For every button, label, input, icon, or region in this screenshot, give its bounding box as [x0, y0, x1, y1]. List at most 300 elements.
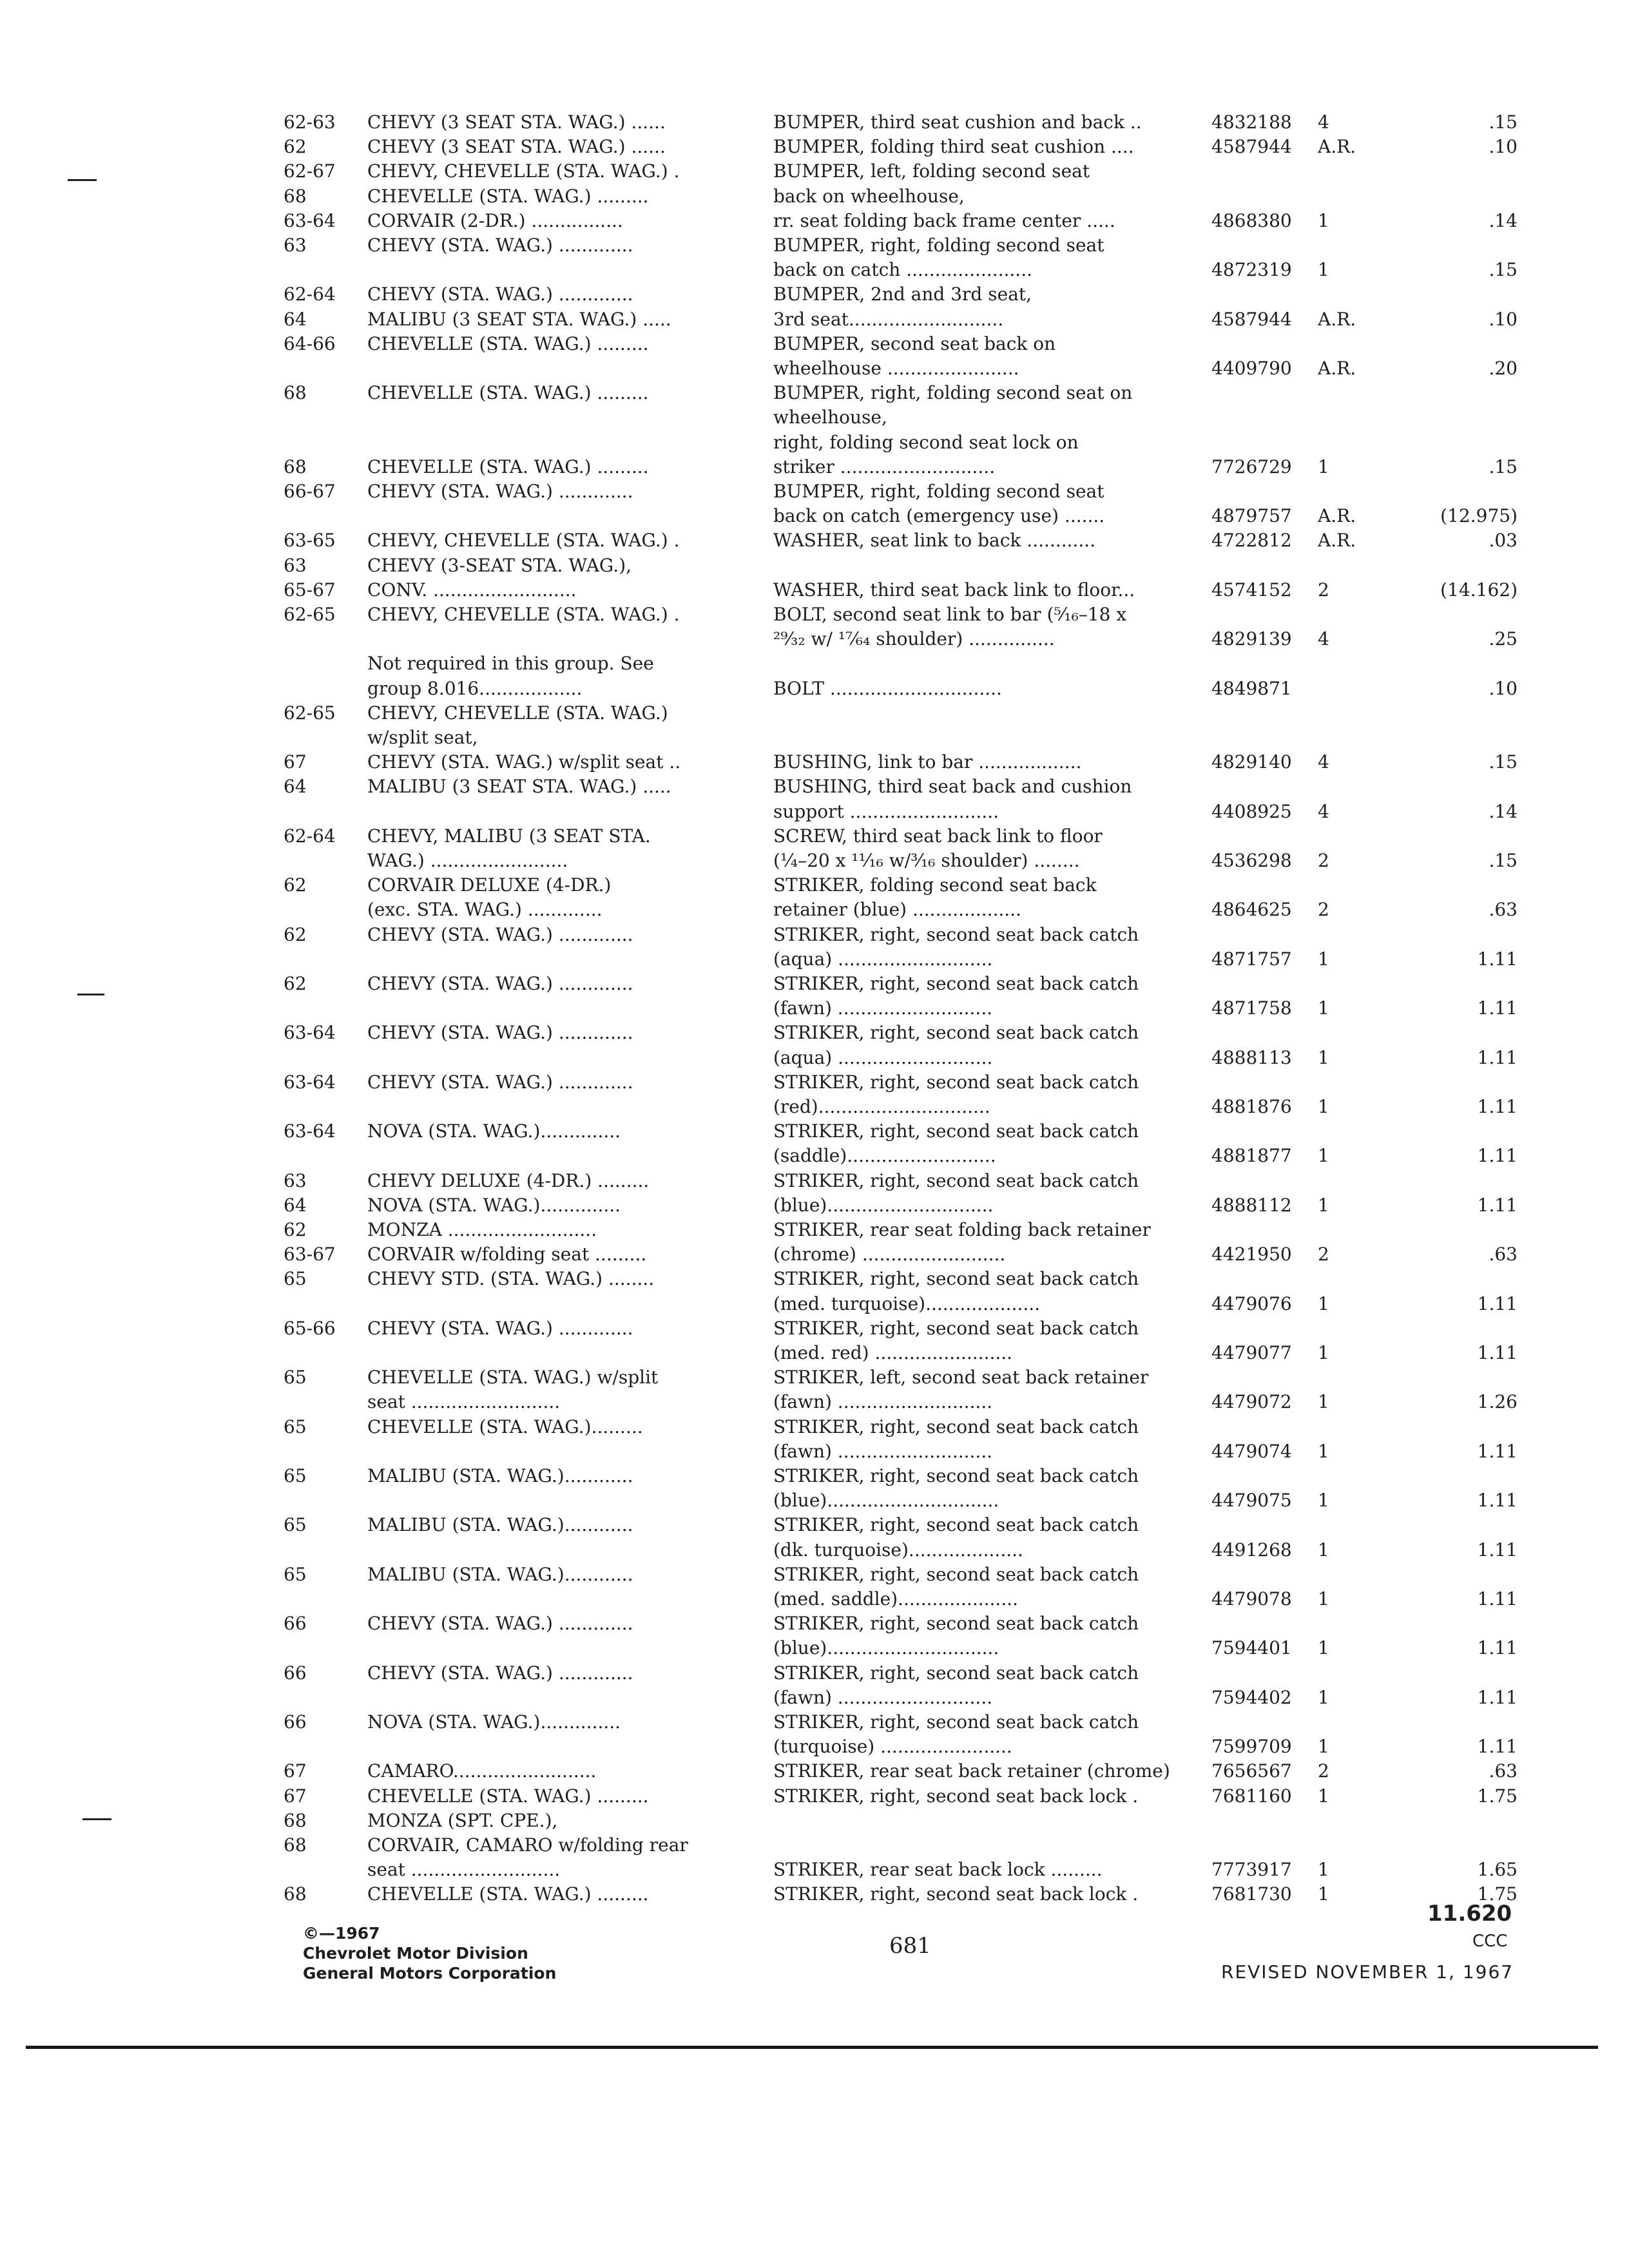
- part-number-cell: 4832188: [1211, 111, 1292, 133]
- table-row: [284, 1637, 1521, 1660]
- description-cell: (blue).............................: [773, 1195, 994, 1216]
- description-cell: STRIKER, right, second seat back catch: [773, 1120, 1139, 1142]
- table-row: [284, 258, 1521, 282]
- description-cell: support ..........................: [773, 801, 999, 822]
- year-cell: 65-66: [284, 1318, 336, 1339]
- quantity-cell: 1: [1318, 1441, 1329, 1462]
- description-cell: striker ...........................: [773, 456, 996, 477]
- quantity-cell: 1: [1318, 1785, 1329, 1807]
- part-number-cell: 7656567: [1211, 1760, 1292, 1782]
- table-row: [284, 1588, 1521, 1611]
- quantity-cell: A.R.: [1318, 505, 1356, 526]
- quantity-cell: 1: [1318, 1047, 1329, 1068]
- description-cell: STRIKER, right, second seat back catch: [773, 1465, 1139, 1486]
- copyright-block: [303, 1923, 556, 1983]
- model-cell: CHEVY (3 SEAT STA. WAG.) ......: [367, 136, 666, 157]
- description-cell: STRIKER, folding second seat back: [773, 874, 1097, 896]
- year-cell: 62-67: [284, 160, 336, 182]
- table-row: [284, 357, 1521, 380]
- price-cell: .03: [1489, 530, 1518, 551]
- table-row: [284, 849, 1521, 872]
- part-number-cell: 4868380: [1211, 210, 1292, 231]
- part-number-cell: 7681730: [1211, 1883, 1292, 1905]
- model-cell: seat ..........................: [367, 1391, 561, 1412]
- quantity-cell: A.R.: [1318, 136, 1356, 157]
- table-row: [284, 1095, 1521, 1119]
- quantity-cell: 1: [1318, 1859, 1329, 1880]
- description-cell: STRIKER, rear seat back lock .........: [773, 1859, 1103, 1880]
- year-cell: 63-64: [284, 210, 336, 231]
- quantity-cell: 4: [1318, 801, 1329, 822]
- table-row: [284, 1144, 1521, 1168]
- table-row: [284, 775, 1521, 798]
- model-cell: CHEVY (STA. WAG.) w/split seat ..: [367, 751, 681, 773]
- table-row: [284, 1465, 1521, 1488]
- table-row: [284, 554, 1521, 577]
- table-row: [284, 1293, 1521, 1316]
- model-cell: CHEVY, CHEVELLE (STA. WAG.) .: [367, 530, 680, 551]
- year-cell: 65: [284, 1465, 307, 1486]
- description-cell: (fawn) ...........................: [773, 1441, 993, 1462]
- description-cell: (saddle)..........................: [773, 1145, 996, 1166]
- description-cell: (blue)..............................: [773, 1637, 999, 1658]
- table-row: [284, 1390, 1521, 1414]
- quantity-cell: 1: [1318, 1145, 1329, 1166]
- table-row: [284, 1218, 1521, 1242]
- year-cell: 62-65: [284, 702, 336, 724]
- table-row: [284, 1021, 1521, 1044]
- table-row: [284, 579, 1521, 602]
- quantity-cell: 1: [1318, 1342, 1329, 1363]
- table-row: [284, 111, 1521, 134]
- description-cell: BUMPER, right, folding second seat: [773, 235, 1104, 256]
- table-row: [284, 1883, 1521, 1906]
- description-cell: STRIKER, right, second seat back lock .: [773, 1883, 1139, 1905]
- description-cell: BUMPER, 2nd and 3rd seat,: [773, 284, 1032, 305]
- price-cell: .15: [1489, 259, 1518, 280]
- year-cell: 66: [284, 1662, 307, 1684]
- year-cell: 65: [284, 1268, 307, 1289]
- table-row: [284, 1243, 1521, 1266]
- part-number-cell: 7773917: [1211, 1859, 1292, 1880]
- description-cell: rr. seat folding back frame center .....: [773, 210, 1115, 231]
- table-row: [284, 800, 1521, 823]
- part-number-cell: 7681160: [1211, 1785, 1292, 1807]
- model-cell: CAMARO.........................: [367, 1760, 597, 1782]
- part-number-cell: 7594402: [1211, 1687, 1292, 1708]
- year-cell: 63-64: [284, 1022, 336, 1043]
- quantity-cell: 1: [1318, 1391, 1329, 1412]
- model-cell: NOVA (STA. WAG.)..............: [367, 1120, 621, 1142]
- price-cell: .63: [1489, 899, 1518, 920]
- quantity-cell: 2: [1318, 1760, 1329, 1782]
- price-cell: 1.11: [1477, 1637, 1518, 1658]
- price-cell: 1.65: [1477, 1859, 1518, 1880]
- part-number-cell: 4829140: [1211, 751, 1292, 773]
- model-cell: CHEVELLE (STA. WAG.) .........: [367, 186, 649, 207]
- table-row: [284, 898, 1521, 921]
- model-cell: CHEVY (STA. WAG.) .............: [367, 973, 633, 994]
- description-cell: (blue)..............................: [773, 1490, 999, 1511]
- description-cell: BOLT ..............................: [773, 678, 1002, 699]
- table-row: [284, 1366, 1521, 1389]
- year-cell: 62: [284, 924, 307, 945]
- table-row: [284, 923, 1521, 947]
- description-cell: 3rd seat...........................: [773, 309, 1004, 330]
- part-number-cell: 4479074: [1211, 1441, 1292, 1462]
- part-number-cell: 4408925: [1211, 801, 1292, 822]
- table-row: [284, 1662, 1521, 1685]
- model-cell: NOVA (STA. WAG.)..............: [367, 1711, 621, 1733]
- quantity-cell: 1: [1318, 1637, 1329, 1658]
- price-cell: 1.11: [1477, 1293, 1518, 1314]
- description-cell: STRIKER, right, second seat back catch: [773, 1514, 1139, 1535]
- model-cell: MALIBU (3 SEAT STA. WAG.) .....: [367, 309, 671, 330]
- price-cell: .15: [1489, 751, 1518, 773]
- year-cell: 68: [284, 1834, 307, 1856]
- model-cell: CHEVY (3 SEAT STA. WAG.) ......: [367, 111, 666, 133]
- price-cell: 1.11: [1477, 1342, 1518, 1363]
- model-cell: CHEVY, CHEVELLE (STA. WAG.): [367, 702, 668, 724]
- margin-mark: [77, 994, 104, 995]
- price-cell: 1.11: [1477, 1441, 1518, 1462]
- section-code: CCC: [1472, 1932, 1508, 1951]
- description-cell: (aqua) ...........................: [773, 948, 993, 970]
- description-cell: STRIKER, right, second seat back catch: [773, 1022, 1139, 1043]
- table-row: [284, 381, 1521, 405]
- year-cell: 62-64: [284, 825, 336, 847]
- year-cell: 66: [284, 1613, 307, 1634]
- part-number-cell: 4536298: [1211, 850, 1292, 871]
- section-number: 11.620: [1427, 1901, 1512, 1927]
- quantity-cell: 2: [1318, 579, 1329, 601]
- description-cell: (fawn) ...........................: [773, 997, 993, 1019]
- copyright-line: ©—1967: [303, 1924, 380, 1943]
- model-cell: CORVAIR, CAMARO w/folding rear: [367, 1834, 688, 1856]
- year-cell: 67: [284, 751, 307, 773]
- table-row: [284, 283, 1521, 306]
- table-row: [284, 160, 1521, 183]
- quantity-cell: 1: [1318, 259, 1329, 280]
- table-row: [284, 603, 1521, 626]
- table-row: [284, 702, 1521, 725]
- description-cell: BUSHING, third seat back and cushion: [773, 776, 1132, 797]
- model-cell: MALIBU (3 SEAT STA. WAG.) .....: [367, 776, 671, 797]
- year-cell: 68: [284, 456, 307, 477]
- table-row: [284, 652, 1521, 675]
- price-cell: .10: [1489, 678, 1518, 699]
- description-cell: wheelhouse .......................: [773, 358, 1019, 379]
- model-cell: CHEVY (STA. WAG.) .............: [367, 1318, 633, 1339]
- table-row: [284, 1760, 1521, 1783]
- price-cell: 1.11: [1477, 1539, 1518, 1561]
- description-cell: BUMPER, left, folding second seat: [773, 160, 1090, 182]
- description-cell: BUSHING, link to bar ..................: [773, 751, 1082, 773]
- price-cell: .25: [1489, 628, 1518, 649]
- model-cell: w/split seat,: [367, 727, 478, 748]
- table-row: [284, 308, 1521, 331]
- price-cell: 1.11: [1477, 1490, 1518, 1511]
- model-cell: CHEVY (STA. WAG.) .............: [367, 284, 633, 305]
- year-cell: 63-64: [284, 1072, 336, 1093]
- quantity-cell: 1: [1318, 210, 1329, 231]
- model-cell: (exc. STA. WAG.) .............: [367, 899, 602, 920]
- description-cell: (med. red) ........................: [773, 1342, 1013, 1363]
- part-number-cell: 4409790: [1211, 358, 1292, 379]
- part-number-cell: 4829139: [1211, 628, 1292, 649]
- description-cell: retainer (blue) ...................: [773, 899, 1022, 920]
- table-row: [284, 1858, 1521, 1881]
- table-row: [284, 1711, 1521, 1734]
- price-cell: .20: [1489, 358, 1518, 379]
- description-cell: BOLT, second seat link to bar (⁵⁄₁₆–18 x: [773, 604, 1127, 625]
- part-number-cell: 4479075: [1211, 1490, 1292, 1511]
- table-row: [284, 997, 1521, 1020]
- year-cell: 62: [284, 973, 307, 994]
- price-cell: 1.11: [1477, 1096, 1518, 1117]
- year-cell: 65: [284, 1367, 307, 1388]
- model-cell: CHEVY DELUXE (4-DR.) .........: [367, 1170, 650, 1191]
- table-row: [284, 505, 1521, 528]
- price-cell: .10: [1489, 136, 1518, 157]
- corporation-line: General Motors Corporation: [303, 1964, 557, 1983]
- table-row: [284, 1612, 1521, 1635]
- table-row: [284, 1686, 1521, 1709]
- model-cell: CHEVY (3-SEAT STA. WAG.),: [367, 555, 632, 576]
- table-row: [284, 677, 1521, 700]
- part-number-cell: 4722812: [1211, 530, 1292, 551]
- model-cell: CHEVY, MALIBU (3 SEAT STA.: [367, 825, 651, 847]
- description-cell: (med. saddle).....................: [773, 1588, 1019, 1610]
- model-cell: MALIBU (STA. WAG.)............: [367, 1564, 633, 1585]
- price-cell: 1.75: [1477, 1785, 1518, 1807]
- model-cell: MONZA (SPT. CPE.),: [367, 1810, 558, 1831]
- description-cell: WASHER, third seat back link to floor...: [773, 579, 1135, 601]
- description-cell: STRIKER, right, second seat back catch: [773, 1072, 1139, 1093]
- model-cell: CHEVY (STA. WAG.) .............: [367, 1662, 633, 1684]
- part-number-cell: 4421950: [1211, 1244, 1292, 1265]
- part-number-cell: 7599709: [1211, 1736, 1292, 1757]
- description-cell: STRIKER, right, second seat back catch: [773, 924, 1139, 945]
- description-cell: (med. turquoise)....................: [773, 1293, 1041, 1314]
- model-cell: CHEVY, CHEVELLE (STA. WAG.) .: [367, 604, 680, 625]
- description-cell: back on wheelhouse,: [773, 186, 965, 207]
- price-cell: 1.11: [1477, 1145, 1518, 1166]
- year-cell: 62-64: [284, 284, 336, 305]
- quantity-cell: 1: [1318, 1687, 1329, 1708]
- part-number-cell: 7726729: [1211, 456, 1292, 477]
- table-row: [284, 456, 1521, 479]
- price-cell: .14: [1489, 801, 1518, 822]
- year-cell: 64: [284, 309, 307, 330]
- quantity-cell: 4: [1318, 628, 1329, 649]
- part-number-cell: 4888113: [1211, 1047, 1292, 1068]
- price-cell: 1.11: [1477, 1687, 1518, 1708]
- description-cell: STRIKER, right, second seat back catch: [773, 1711, 1139, 1733]
- description-cell: back on catch ......................: [773, 259, 1033, 280]
- description-cell: ²⁹⁄₃₂ w/ ¹⁷⁄₆₄ shoulder) ...............: [773, 628, 1055, 649]
- year-cell: 65: [284, 1416, 307, 1437]
- quantity-cell: 4: [1318, 111, 1329, 133]
- table-row: [284, 185, 1521, 208]
- year-cell: 68: [284, 186, 307, 207]
- model-cell: CHEVELLE (STA. WAG.) .........: [367, 333, 649, 354]
- table-row: [284, 972, 1521, 995]
- table-row: [284, 431, 1521, 454]
- margin-mark: [68, 179, 97, 181]
- price-cell: .15: [1489, 850, 1518, 871]
- table-row: [284, 1317, 1521, 1340]
- table-row: [284, 948, 1521, 971]
- part-number-cell: 4479072: [1211, 1391, 1292, 1412]
- table-row: [284, 332, 1521, 356]
- part-number-cell: 4479078: [1211, 1588, 1292, 1610]
- model-cell: CONV. .........................: [367, 579, 577, 601]
- part-number-cell: 4881877: [1211, 1145, 1292, 1166]
- description-cell: BUMPER, right, folding second seat: [773, 481, 1104, 502]
- price-cell: 1.75: [1477, 1883, 1518, 1905]
- year-cell: 63: [284, 1170, 307, 1191]
- model-cell: CHEVELLE (STA. WAG.) .........: [367, 1883, 649, 1905]
- description-cell: STRIKER, right, second seat back lock .: [773, 1785, 1139, 1807]
- year-cell: 67: [284, 1785, 307, 1807]
- model-cell: CHEVELLE (STA. WAG.) .........: [367, 1785, 649, 1807]
- price-cell: .14: [1489, 210, 1518, 231]
- price-cell: .15: [1489, 456, 1518, 477]
- part-number-cell: 4849871: [1211, 678, 1292, 699]
- description-cell: (aqua) ...........................: [773, 1047, 993, 1068]
- year-cell: 62: [284, 874, 307, 896]
- model-cell: CHEVELLE (STA. WAG.).........: [367, 1416, 643, 1437]
- year-cell: 62-63: [284, 111, 336, 133]
- description-cell: back on catch (emergency use) .......: [773, 505, 1105, 526]
- table-row: [284, 1514, 1521, 1537]
- model-cell: CHEVY (STA. WAG.) .............: [367, 1613, 633, 1634]
- table-row: [284, 1539, 1521, 1562]
- part-number-cell: 4871757: [1211, 948, 1292, 970]
- year-cell: 64: [284, 1195, 307, 1216]
- table-row: [284, 1169, 1521, 1193]
- table-row: [284, 1194, 1521, 1217]
- table-row: [284, 1809, 1521, 1832]
- year-cell: 63-64: [284, 1120, 336, 1142]
- model-cell: MALIBU (STA. WAG.)............: [367, 1514, 633, 1535]
- model-cell: CHEVY (STA. WAG.) .............: [367, 924, 633, 945]
- price-cell: 1.11: [1477, 1195, 1518, 1216]
- quantity-cell: 1: [1318, 1539, 1329, 1561]
- description-cell: STRIKER, right, second seat back catch: [773, 1170, 1139, 1191]
- quantity-cell: 1: [1318, 1293, 1329, 1314]
- description-cell: (¼–20 x ¹¹⁄₁₆ w/³⁄₁₆ shoulder) ........: [773, 850, 1080, 871]
- part-number-cell: 4872319: [1211, 259, 1292, 280]
- revision-date: REVISED NOVEMBER 1, 1967: [1221, 1961, 1514, 1983]
- year-cell: 63-67: [284, 1244, 336, 1265]
- table-row: [284, 628, 1521, 651]
- description-cell: STRIKER, left, second seat back retainer: [773, 1367, 1149, 1388]
- description-cell: BUMPER, second seat back on: [773, 333, 1056, 354]
- year-cell: 65-67: [284, 579, 336, 601]
- quantity-cell: 1: [1318, 1588, 1329, 1610]
- description-cell: STRIKER, right, second seat back catch: [773, 1613, 1139, 1634]
- part-number-cell: 4491268: [1211, 1539, 1292, 1561]
- table-row: [284, 1046, 1521, 1070]
- part-number-cell: 4479077: [1211, 1342, 1292, 1363]
- table-row: [284, 825, 1521, 848]
- part-number-cell: 4587944: [1211, 136, 1292, 157]
- quantity-cell: 1: [1318, 1096, 1329, 1117]
- description-cell: (red)..............................: [773, 1096, 990, 1117]
- quantity-cell: A.R.: [1318, 530, 1356, 551]
- model-cell: CHEVY STD. (STA. WAG.) ........: [367, 1268, 655, 1289]
- model-cell: CHEVELLE (STA. WAG.) w/split: [367, 1367, 659, 1388]
- description-cell: STRIKER, right, second seat back catch: [773, 973, 1139, 994]
- part-number-cell: 4587944: [1211, 309, 1292, 330]
- table-row: [284, 1785, 1521, 1808]
- description-cell: BUMPER, folding third seat cushion ....: [773, 136, 1134, 157]
- year-cell: 66-67: [284, 481, 336, 502]
- price-cell: 1.26: [1477, 1391, 1518, 1412]
- price-cell: 1.11: [1477, 997, 1518, 1019]
- model-cell: CHEVY (STA. WAG.) .............: [367, 1022, 633, 1043]
- price-cell: 1.11: [1477, 1736, 1518, 1757]
- table-row: [284, 1341, 1521, 1365]
- margin-mark: [82, 1818, 111, 1820]
- table-row: [284, 751, 1521, 774]
- table-row: [284, 529, 1521, 552]
- description-cell: STRIKER, right, second seat back catch: [773, 1564, 1139, 1585]
- table-row: [284, 1489, 1521, 1512]
- table-row: [284, 406, 1521, 429]
- division-line: Chevrolet Motor Division: [303, 1944, 528, 1963]
- description-cell: STRIKER, right, second seat back catch: [773, 1662, 1139, 1684]
- description-cell: (turquoise) .......................: [773, 1736, 1012, 1757]
- price-cell: .63: [1489, 1760, 1518, 1782]
- model-cell: CORVAIR DELUXE (4-DR.): [367, 874, 612, 896]
- model-cell: MONZA ..........................: [367, 1219, 597, 1240]
- description-cell: STRIKER, right, second seat back catch: [773, 1268, 1139, 1289]
- table-row: [284, 1416, 1521, 1439]
- quantity-cell: 1: [1318, 1883, 1329, 1905]
- table-row: [284, 874, 1521, 897]
- year-cell: 68: [284, 1810, 307, 1831]
- model-cell: CHEVELLE (STA. WAG.) .........: [367, 456, 649, 477]
- year-cell: 64-66: [284, 333, 336, 354]
- table-row: [284, 480, 1521, 503]
- part-number-cell: 4864625: [1211, 899, 1292, 920]
- table-row: [284, 726, 1521, 749]
- quantity-cell: 1: [1318, 1490, 1329, 1511]
- table-row: [284, 1120, 1521, 1143]
- description-cell: BUMPER, third seat cushion and back ..: [773, 111, 1142, 133]
- table-row: [284, 1071, 1521, 1094]
- table-row: [284, 234, 1521, 257]
- part-number-cell: 4879757: [1211, 505, 1292, 526]
- year-cell: 62: [284, 1219, 307, 1240]
- description-cell: (fawn) ...........................: [773, 1391, 993, 1412]
- description-cell: SCREW, third seat back link to floor: [773, 825, 1103, 847]
- description-cell: (fawn) ...........................: [773, 1687, 993, 1708]
- year-cell: 68: [284, 1883, 307, 1905]
- description-cell: STRIKER, rear seat back retainer (chrome): [773, 1760, 1170, 1782]
- year-cell: 62: [284, 136, 307, 157]
- year-cell: 65: [284, 1564, 307, 1585]
- model-cell: NOVA (STA. WAG.)..............: [367, 1195, 621, 1216]
- year-cell: 63: [284, 555, 307, 576]
- description-cell: wheelhouse,: [773, 407, 887, 428]
- quantity-cell: 4: [1318, 751, 1329, 773]
- table-row: [284, 1440, 1521, 1463]
- description-cell: right, folding second seat lock on: [773, 432, 1079, 453]
